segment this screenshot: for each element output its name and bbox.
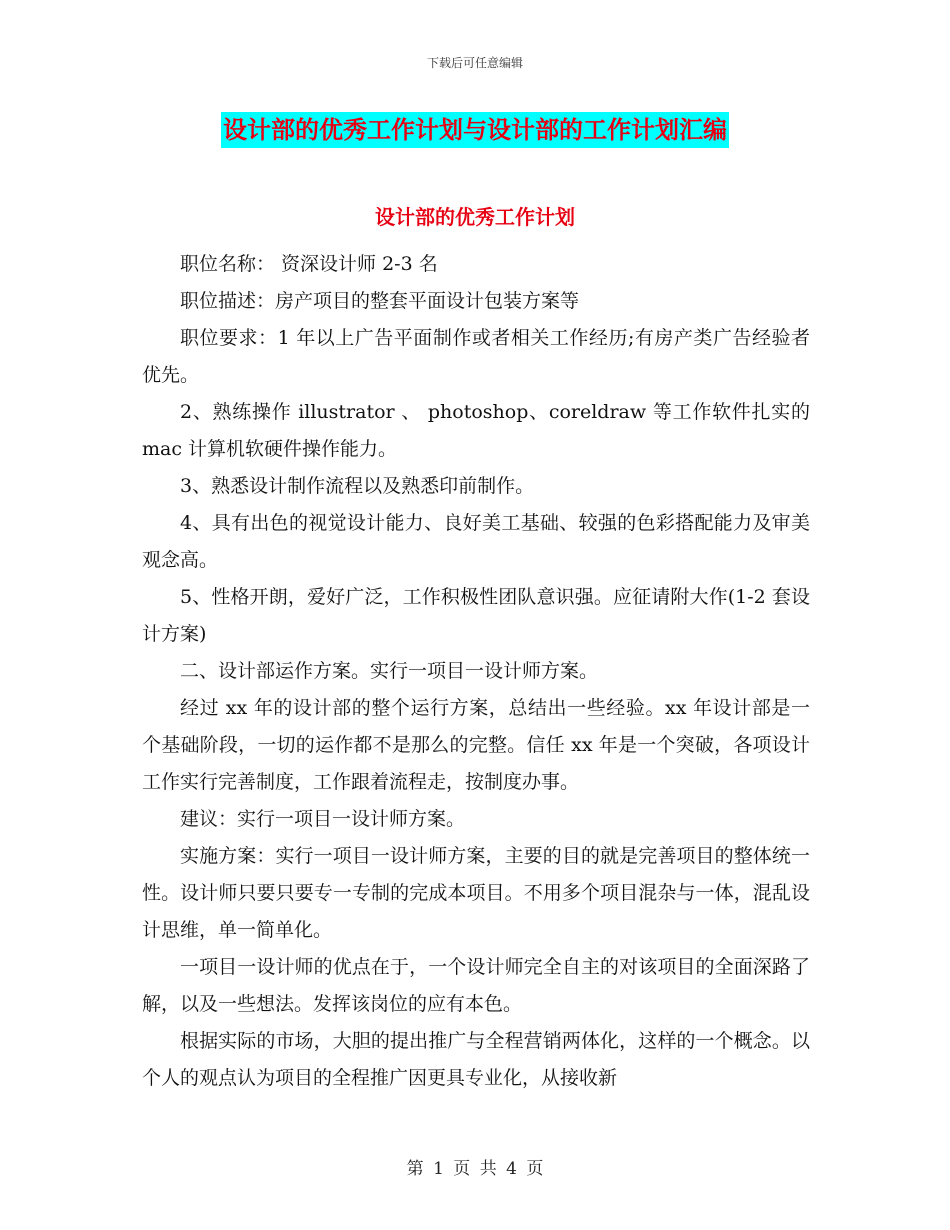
paragraph: 3、熟悉设计制作流程以及熟悉印前制作。 [180, 475, 535, 497]
page-header: 下载后可任意编辑 [426, 56, 523, 70]
paragraph: 职位描述：房产项目的整套平面设计包装方案等 [180, 290, 580, 312]
page-number-footer: 第 1 页 共 4 页 [406, 1159, 544, 1179]
paragraph: 经过 xx 年的设计部的整个运行方案，总结出一些经验。xx 年设计部是一个基础阶段，一切的运作都不是那么的完整。信任 xx 年是一个突破，各项设计工作实行完善制度，工作跟着流程走，按制度办事。 [142, 697, 810, 793]
main-title: 设计部的优秀工作计划与设计部的工作计划汇编 [221, 112, 729, 148]
paragraph: 职位名称： 资深设计师 2-3 名 [180, 253, 438, 275]
paragraph: 一项目一设计师的优点在于，一个设计师完全自主的对该项目的全面深路了解，以及一些想法。发挥该岗位的应有本色。 [142, 956, 810, 1015]
paragraph: 实施方案：实行一项目一设计师方案，主要的目的就是完善项目的整体统一性。设计师只要只要专一专制的完成本项目。不用多个项目混杂与一体，混乱设计思维，单一简单化。 [142, 845, 810, 941]
section-title: 设计部的优秀工作计划 [375, 205, 575, 229]
paragraph: 2、熟练操作 illustrator 、 photoshop、coreldraw 等工作软件扎实的 mac 计算机软硬件操作能力。 [142, 401, 810, 460]
paragraph: 5、性格开朗，爱好广泛，工作积极性团队意识强。应征请附大作(1-2 套设计方案) [142, 586, 810, 645]
paragraph: 二、设计部运作方案。实行一项目一设计师方案。 [180, 660, 599, 682]
paragraph: 建议：实行一项目一设计师方案。 [180, 808, 466, 830]
paragraph: 根据实际的市场，大胆的提出推广与全程营销两体化，这样的一个概念。以个人的观点认为项目的全程推广因更具专业化，从接收新 [142, 1030, 810, 1089]
main-title-container [0, 112, 950, 148]
paragraph: 4、具有出色的视觉设计能力、良好美工基础、较强的色彩搭配能力及审美观念高。 [142, 512, 810, 571]
document-body [142, 246, 810, 1097]
paragraph: 职位要求：1 年以上广告平面制作或者相关工作经历;有房产类广告经验者优先。 [142, 327, 810, 386]
